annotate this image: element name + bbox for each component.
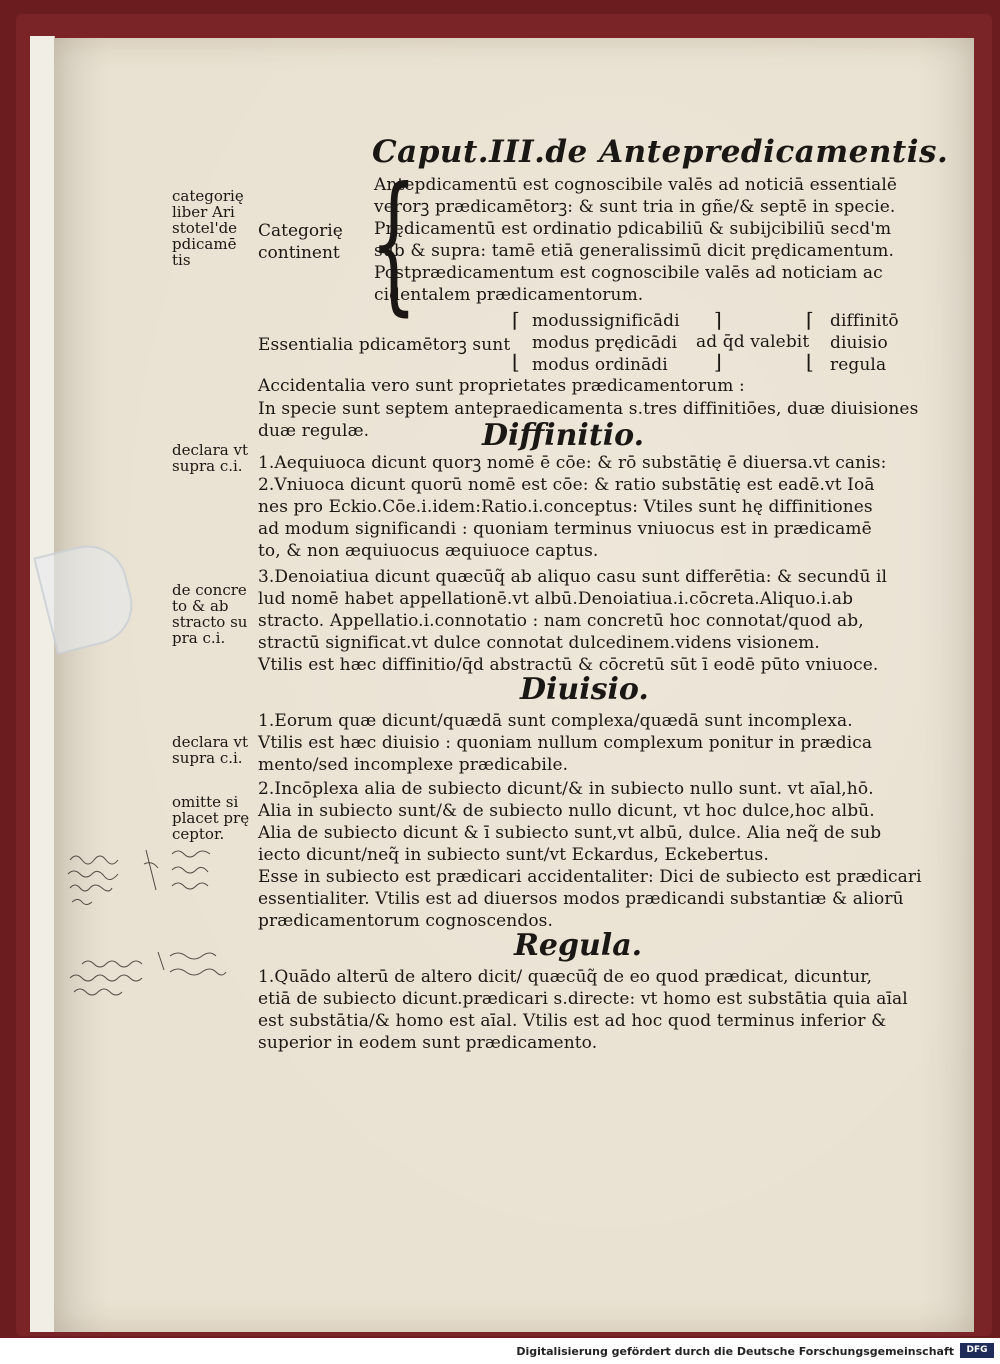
page-title: Caput.III.de Antepredicamentis. [372,134,949,170]
diffinitio-lines: 1.Aequiuoca dicunt quorꝫ nomē ē cōe: & rō substātię ē diuersa.vt canis: 2.Vniuoca dicunt quorū nomē est cōe: & ratio substātię est eadē.vt Ioā nes pro Eckio.Cōe.i.idem:Ratio.i.conceptus: Vtiles sunt hę diffinitiones ad modum significandi : quoniam terminus vniuocus est in prædicamē to, & non æquiuocus æquiuoce captus. [258,453,887,561]
margin-note-categorie: categorię liber Ari stotel'de pdicamē tis [172,187,244,269]
heading-regula: Regula. [514,928,643,963]
margin-note-diffinitio: declara vt supra c.i. [172,441,249,475]
heading-diuisio: Diuisio. [520,672,649,707]
footer-credit: Digitalisierung gefördert durch die Deutsche Forschungsgemeinschaft [516,1345,954,1358]
page-edge [30,36,55,1332]
essentialia-lead: Essentialia pdicamētorꝫ sunt [258,335,511,355]
target-bracket-top: ⌈ [806,308,814,332]
mode-bracket-right-bottom: ⌋ [714,350,722,374]
mode-bracket-left-bottom: ⌊ [512,350,520,374]
handwritten-annotation [60,844,260,1004]
regula-lines: 1.Quādo alterū de altero dicit/ quæcūq̃ de eo quod prædicat, dicuntur, etiā de subiecto dicunt.prædicari s.directe: vt homo est substātia quia aīal est substātia/& homo est aīal. Vtilis est ad hoc quod terminus inferior & superior in eodem sunt prædicamento. [258,967,908,1053]
in-specie: In specie sunt septem antepraedicamenta s.tres diffinitiōes, duæ diuisiones duæ regulæ. [258,399,919,441]
incomplexa-lines: 2.Incōplexa alia de subiecto dicunt/& in subiecto nullo sunt. vt aīal,hō. Alia in subiecto sunt/& de subiecto nullo dicunt, vt hoc dulce,hoc albū. Alia de subiecto dicunt & ī subiecto sunt,vt albū, dulce. Alia neq̃ de sub iecto dicunt/neq̃ in subiecto sunt/vt Eckardus, Eckebertus. Esse in subiecto est prædicari accidentaliter: Dici de subiecto est prædicari essentialiter. Vtilis est ad diuersos modos prædicandi substantiæ & aliorū prædicamentorum cognoscendos. [258,779,922,931]
mode-bracket-left: ⌈ [512,308,520,332]
intro-label: Categorię continent [258,221,343,263]
accidentalia: Accidentalia vero sunt proprietates prædicamentorum : [258,376,745,396]
book-page [54,38,974,1332]
dfg-logo: DFG [960,1343,994,1358]
heading-diffinitio: Diffinitio. [482,418,645,453]
target-bracket-bottom: ⌊ [806,350,814,374]
diuisio-lines: 1.Eorum quæ dicunt/quædā sunt complexa/quædā sunt incomplexa. Vtilis est hæc diuisio : quoniam nullum complexum ponitur in prædica mento/sed incomplexe prædicabile. [258,711,873,775]
essentialia-modes: modussignificādi modus prędicādi modus ordinādi [532,311,680,375]
essentialia-mid: ad q̄d valebit [696,332,810,352]
margin-note-concreto: de concre to & ab stracto su pra c.i. [172,581,248,647]
margin-note-diuisio: declara vt supra c.i. [172,733,249,767]
denominatiua-lines: 3.Denoiatiua dicunt quæcūq̃ ab aliquo casu sunt differētia: & secundū il lud nomē habet appellationē.vt albū.Denoiatiua.i.cōcreta.Aliquo.i.ab stracto. Appellatio.i.connotatio : nam concretū hoc connotat/quod ab, stractū significat.vt dulce connotat dulcedinem.videns visionem. Vtilis est hæc diffinitio/q̄d abstractū & cōcretū sūt ī eodē pūto vniuoce. [258,567,888,675]
margin-note-omitte: omitte si placet prę ceptor. [172,793,250,843]
footer-bar [0,1338,1000,1364]
essentialia-targets: diffinitō diuisio regula [830,311,899,375]
intro-lines: Antepdicamentū est cognoscibile valēs ad noticiā essentialē verorꝫ prædicamētorꝫ: & sunt tria in gñe/& septē in specie. Prędicamentū est ordinatio pdicabiliū & subijcibiliū secd'm sub & supra: tamē etiā generalissimū dicit prędicamentum. Postprædicamentum est cognoscibile valēs ad noticiam ac cidentalem prædicamentorum. [374,175,898,305]
mode-bracket-right: ⌉ [714,308,722,332]
intro-brace: { [369,156,418,330]
